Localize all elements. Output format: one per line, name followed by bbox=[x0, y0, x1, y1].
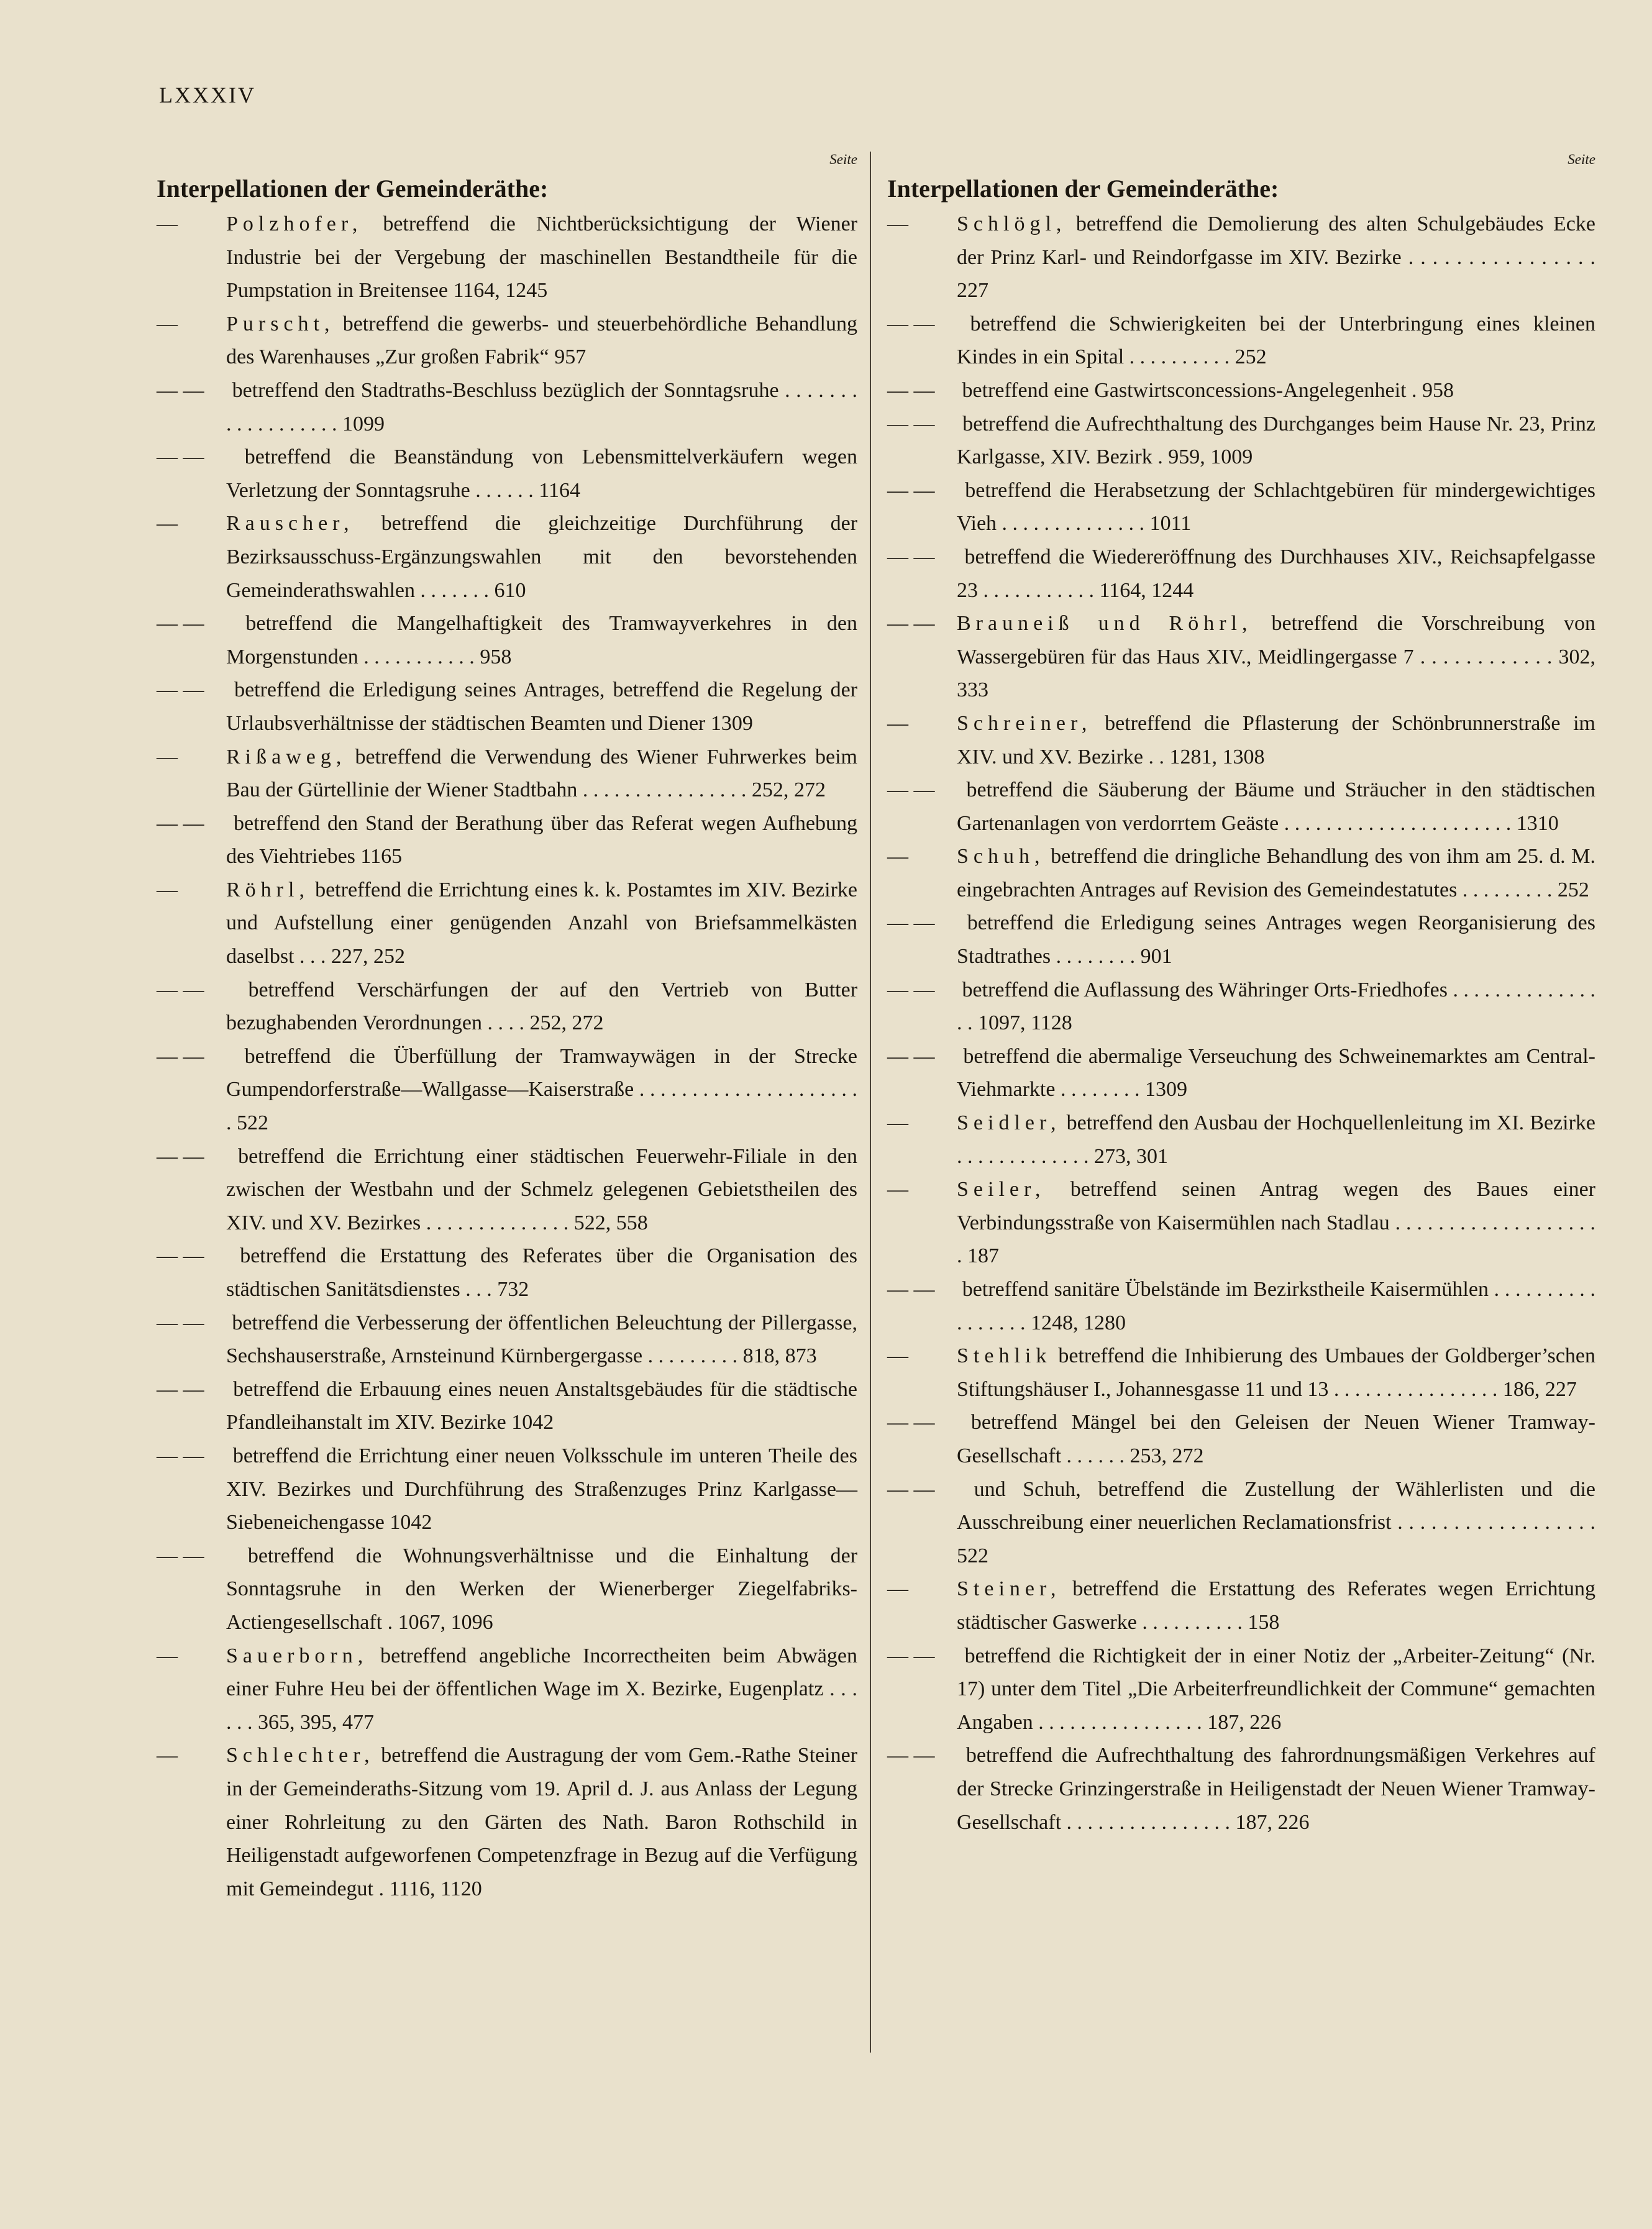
index-entry bbox=[157, 308, 857, 374]
entry-prefix: — bbox=[157, 312, 178, 335]
entry-page-ref: 957 bbox=[554, 345, 586, 369]
entry-text: betreffend die dringliche Behandlung des von ihm am 25. d. M. eingebrachten Antrages auf Revision des Gemeindestatutes . . . . . . . . . bbox=[957, 845, 1596, 901]
entry-text: betreffend die Verwendung des Wiener Fuhrwerkes beim Bau der Gürtellinie der Wiener Stadtbahn . . . . . . . . . . . . . . . . 252, bbox=[226, 745, 858, 802]
entry-prefix: — bbox=[887, 212, 908, 235]
entry-text: betreffend Mängel bei den Geleisen der Neuen Wiener Tramway-Gesellschaft . . . . . . 253, bbox=[957, 1411, 1596, 1467]
entry-name: Schuh, bbox=[957, 845, 1045, 868]
entries-list-right bbox=[887, 207, 1595, 1839]
entry-page-ref: 226 bbox=[1277, 1810, 1310, 1834]
entry-page-ref: 610 bbox=[494, 578, 526, 602]
entry-text: betreffend den Stand der Berathung über das Referat wegen Aufhebung des Viehtriebes bbox=[226, 811, 857, 868]
entry-text: betreffend seinen Antrag wegen des Baues einer Verbindungsstraße von Kaisermühlen nach Stadlau . . . . . . . . . . . . . . . . . . . . bbox=[957, 1178, 1595, 1268]
entry-page-ref: 227 bbox=[957, 279, 988, 303]
entry-prefix: — — bbox=[887, 1744, 935, 1767]
entry-page-ref: 272 bbox=[572, 1011, 604, 1035]
entry-name: Purscht, bbox=[226, 312, 335, 335]
entry-text: betreffend die Vorschreibung von Wassergebüren für das Haus XIV., Meidlingergasse 7 . . . . . . . . . . . . 302, bbox=[957, 612, 1596, 668]
column-divider bbox=[870, 152, 871, 2053]
entry-prefix: — bbox=[887, 1577, 908, 1601]
index-entry bbox=[887, 1639, 1595, 1739]
entry-text: betreffend die Austragung der vom Gem.-Rathe Steiner in der Gemeinderaths-Sitzung vom 19. April d. J. aus Anlass der Legung einer Rohrleitung zu den Gärten des Nath. Baron Rothschild in Heiligenstadt aufgeworfenen Competenzfrage in Bezug auf die Verfügung mit Gemeindegut . 1116, bbox=[226, 1744, 857, 1900]
entry-name: Brauneiß und Röhrl, bbox=[957, 612, 1253, 636]
entry-page-ref: 522 bbox=[957, 1544, 988, 1567]
section-heading-right: Interpellationen der Gemeinderäthe: bbox=[887, 175, 1279, 203]
entry-prefix: — — bbox=[887, 1411, 935, 1434]
index-entry bbox=[157, 507, 857, 607]
entry-prefix: — — bbox=[157, 378, 204, 402]
entry-name: Schreiner, bbox=[957, 711, 1092, 735]
entry-prefix: — bbox=[157, 1644, 178, 1667]
entry-prefix: — — bbox=[887, 378, 935, 402]
index-entry bbox=[887, 1339, 1595, 1406]
seite-label-right: Seite bbox=[1568, 152, 1595, 167]
entry-page-ref: 1309 bbox=[710, 711, 753, 735]
entry-page-ref: 477 bbox=[342, 1710, 374, 1734]
index-entry bbox=[887, 906, 1595, 973]
entry-text: betreffend die Überfüllung der Tramwaywägen in der Strecke Gumpendorferstraße—Wallgasse—Kaiserstraße . . . . . . . . . . . . . . . . . . . . . . bbox=[226, 1044, 858, 1135]
entry-text: betreffend die Erbauung eines neuen Anstaltsgebäudes für die städtische Pfandleihanstalt im XIV. Bezirke bbox=[226, 1377, 857, 1434]
entry-prefix: — — bbox=[157, 811, 204, 835]
entry-text: betreffend die Erledigung seines Antrages wegen Reorganisierung des Stadtrathes . . . . . . . . bbox=[957, 911, 1596, 969]
entry-text: betreffend Verschärfungen der auf den Vertrieb von Butter bezughabenden Verordnungen . . . . 252, bbox=[226, 978, 858, 1035]
entry-page-ref: 1244 bbox=[1151, 578, 1194, 602]
entry-prefix: — — bbox=[157, 445, 204, 469]
entry-page-ref: 1099 bbox=[342, 412, 385, 435]
entry-prefix: — bbox=[887, 1344, 908, 1368]
index-entry bbox=[157, 1439, 857, 1539]
entry-text: betreffend den Stadtraths-Beschluss bezüglich der Sonntagsruhe . . . . . . . . . . . . . . . . . . bbox=[226, 378, 858, 435]
entry-text: betreffend die Richtigkeit der in einer Notiz der „Arbeiter-Zeitung“ (Nr. 17) unter dem Titel „Die Arbeiterfreundlichkeit der Commune“ gemachten Angaben . . . . . . . . . . . . . . . . 187, bbox=[957, 1644, 1595, 1734]
index-entry bbox=[157, 1040, 857, 1140]
index-entry bbox=[887, 1106, 1595, 1173]
right-column bbox=[887, 148, 1595, 1839]
entry-page-ref: 958 bbox=[1422, 378, 1454, 402]
entry-name: Sauerborn, bbox=[226, 1644, 368, 1667]
index-entry bbox=[887, 1739, 1595, 1839]
index-entry bbox=[157, 1140, 857, 1240]
entry-prefix: — — bbox=[887, 1278, 935, 1301]
entry-prefix: — — bbox=[157, 1244, 204, 1268]
entry-page-ref: 333 bbox=[957, 678, 988, 702]
entry-page-ref: 873 bbox=[785, 1344, 817, 1368]
entry-page-ref: 522 bbox=[237, 1111, 268, 1135]
entry-name: Schlögl, bbox=[957, 212, 1067, 235]
entry-page-ref: 1011 bbox=[1149, 512, 1192, 536]
index-entry bbox=[157, 1639, 857, 1739]
entry-page-ref: 1128 bbox=[1031, 1011, 1072, 1035]
entry-text: betreffend die Nichtberücksichtigung der Wiener Industrie bei der Vergebung der maschinellen Bestandtheile für die Pumpstation in Breitensee 1164, bbox=[226, 212, 858, 303]
entry-text: betreffend die Schwierigkeiten bei der Unterbringung eines kleinen Kindes in ein Spital . . . . . . . . . . bbox=[957, 312, 1596, 369]
entry-page-ref: 732 bbox=[497, 1278, 529, 1301]
entry-prefix: — — bbox=[887, 1477, 935, 1501]
entry-page-ref: 1009 bbox=[1210, 445, 1253, 469]
entry-text: betreffend die abermalige Verseuchung des Schweinemarktes am Central-Viehmarkte . . . . . . . . bbox=[957, 1044, 1596, 1101]
entry-page-ref: 272 bbox=[793, 778, 826, 802]
entry-text: betreffend die Errichtung einer städtischen Feuerwehr-Filiale in den zwischen der Westbahn und der Schmelz gelegenen Gebietstheilen des XIV. und XV. Bezirkes . . . . . . . . . . . . . . 522, bbox=[226, 1144, 858, 1234]
entry-page-ref: 158 bbox=[1248, 1610, 1280, 1634]
entry-text: betreffend die Errichtung einer neuen Volksschule im unteren Theile des XIV. Bezirkes und Durchführung des Straßenzuges Prinz Karlgasse—Siebeneichengasse bbox=[226, 1444, 858, 1534]
entries-list-left bbox=[157, 207, 857, 1905]
index-entry bbox=[887, 474, 1595, 540]
entry-prefix: — bbox=[887, 845, 908, 868]
entry-prefix: — — bbox=[887, 412, 935, 435]
index-entry bbox=[887, 1273, 1595, 1339]
entry-text: betreffend die Mangelhaftigkeit des Tramwayverkehres in den Morgenstunden . . . . . . . . . . . bbox=[226, 612, 858, 668]
entry-name: Seiler, bbox=[957, 1178, 1046, 1201]
index-entry bbox=[157, 1239, 857, 1306]
index-entry bbox=[157, 207, 857, 308]
entry-text: betreffend sanitäre Übelstände im Bezirkstheile Kaisermühlen . . . . . . . . . . . . . . . . . 1248, bbox=[957, 1278, 1596, 1334]
index-entry bbox=[157, 973, 857, 1040]
index-entry bbox=[157, 1539, 857, 1639]
index-entry bbox=[887, 374, 1595, 408]
entry-name: Schlechter, bbox=[226, 1744, 375, 1767]
entry-prefix: — — bbox=[887, 978, 935, 1001]
entry-text: betreffend die Demolierung des alten Schulgebäudes Ecke der Prinz Karl- und Reindorfgasse im XIV. Bezirke . . . . . . . . . . . . . . . . bbox=[957, 212, 1595, 269]
entry-page-ref: 958 bbox=[480, 645, 512, 668]
index-entry bbox=[157, 374, 857, 440]
index-entry bbox=[157, 607, 857, 673]
entry-page-ref: 252 bbox=[1234, 345, 1267, 369]
entry-page-ref: 901 bbox=[1140, 945, 1172, 969]
entry-prefix: — — bbox=[157, 1044, 204, 1068]
entry-text: betreffend eine Gastwirtsconcessions-Angelegenheit . bbox=[962, 378, 1417, 402]
index-entry bbox=[157, 873, 857, 973]
entry-prefix: — bbox=[157, 1744, 178, 1767]
entry-name: Röhrl, bbox=[226, 878, 309, 901]
entry-text: betreffend die Wiedereröffnung des Durchhauses XIV., Reichsapfelgasse 23 . . . . . . . . . . . 1164, bbox=[957, 545, 1596, 602]
entry-page-ref: 226 bbox=[1249, 1710, 1282, 1734]
entry-page-ref: 1308 bbox=[1222, 745, 1265, 768]
entry-prefix: — — bbox=[157, 678, 204, 702]
entry-text: betreffend die Inhibierung des Umbaues der Goldberger’schen Stiftungshäuser I., Johannesgasse 11 und 13 . . . . . . . . . . . . . . . . 186, bbox=[957, 1344, 1596, 1401]
entry-text: betreffend die Errichtung eines k. k. Postamtes im XIV. Bezirke und Aufstellung einer genügenden Anzahl von Briefsammelkästen daselbst . . . 227, bbox=[226, 878, 858, 969]
entry-prefix: — — bbox=[157, 1544, 204, 1567]
entry-page-ref: 252 bbox=[373, 945, 406, 969]
entry-text: betreffend die Aufrechthaltung des fahrordnungsmäßigen Verkehres auf der Strecke Grinzingerstraße in Heiligenstadt der Neuen Wiener Tramway-Gesellschaft . . . . . . . . . . . . . . . . 187, bbox=[957, 1744, 1596, 1834]
index-entry bbox=[157, 673, 857, 740]
entry-prefix: — bbox=[157, 212, 178, 235]
entry-text: betreffend die Aufrechthaltung des Durchganges beim Hause Nr. 23, Prinz Karlgasse, XIV. Bezirk . 959, bbox=[957, 412, 1595, 469]
entry-name: Rauscher, bbox=[226, 512, 354, 536]
entry-prefix: — — bbox=[887, 911, 935, 935]
entry-page-ref: 301 bbox=[1136, 1144, 1168, 1168]
section-heading-left: Interpellationen der Gemeinderäthe: bbox=[157, 175, 549, 203]
index-entry bbox=[887, 207, 1595, 308]
entry-page-ref: 1042 bbox=[511, 1411, 554, 1434]
entry-page-ref: 1309 bbox=[1144, 1078, 1187, 1101]
entry-prefix: — — bbox=[887, 478, 935, 502]
index-entry bbox=[157, 1373, 857, 1439]
entry-text: betreffend die Verbesserung der öffentlichen Beleuchtung der Pillergasse, Sechshauserstraße, Arnsteinund Kürnbergergasse . . . . . . . . . 818, bbox=[226, 1311, 857, 1368]
entry-prefix: — — bbox=[157, 1311, 204, 1334]
entry-text: betreffend die Erstattung des Referates über die Organisation des städtischen Sanitätsdienstes . . . bbox=[226, 1244, 857, 1301]
entry-page-ref: 1245 bbox=[505, 279, 548, 303]
entry-text: betreffend die gleichzeitige Durchführung der Bezirksausschuss-Ergänzungswahlen mit den bevorstehenden Gemeinderathswahlen . . . . . . . bbox=[226, 512, 858, 602]
entry-page-ref: 1164 bbox=[539, 478, 581, 502]
entry-prefix: — — bbox=[887, 1044, 935, 1068]
entry-text: betreffend die Pflasterung der Schönbrunnerstraße im XIV. und XV. Bezirke . . 1281, bbox=[957, 711, 1595, 768]
index-entry bbox=[887, 840, 1595, 906]
left-column bbox=[157, 148, 857, 1905]
entry-text: und Schuh, betreffend die Zustellung der Wählerlisten und die Ausschreibung einer neuerlichen Reclamationsfrist . . . . . . . . . . . . . . . . . . bbox=[957, 1477, 1596, 1534]
index-entry bbox=[887, 707, 1595, 773]
entry-page-ref: 1165 bbox=[360, 845, 403, 868]
entry-name: Rißaweg, bbox=[226, 745, 347, 768]
index-entry bbox=[887, 973, 1595, 1040]
entry-prefix: — — bbox=[887, 1644, 935, 1667]
index-entry bbox=[157, 741, 857, 807]
entry-prefix: — bbox=[157, 878, 178, 901]
entry-prefix: — — bbox=[157, 978, 204, 1001]
entry-page-ref: 1310 bbox=[1516, 811, 1559, 835]
index-entry bbox=[887, 408, 1595, 474]
entry-prefix: — — bbox=[157, 1144, 204, 1168]
entry-page-ref: 187 bbox=[967, 1244, 999, 1268]
entry-page-ref: 1042 bbox=[390, 1511, 432, 1534]
entry-page-ref: 252 bbox=[1557, 878, 1589, 901]
index-entry bbox=[887, 308, 1595, 374]
index-entry bbox=[157, 1739, 857, 1905]
entry-text: betreffend die Erstattung des Referates wegen Errichtung städtischer Gaswerke . . . . . . . . . . bbox=[957, 1577, 1596, 1634]
entry-text: betreffend die Erledigung seines Antrages, betreffend die Regelung der Urlaubsverhältnisse der städtischen Beamten und Diener bbox=[226, 678, 857, 735]
index-entry bbox=[157, 440, 857, 507]
entry-prefix: — — bbox=[157, 612, 204, 636]
entry-text: betreffend die Wohnungsverhältnisse und die Einhaltung der Sonntagsruhe in den Werken der Wienerberger Ziegelfabriks-Actiengesellschaft . 1067, bbox=[226, 1544, 858, 1634]
entry-prefix: — bbox=[887, 711, 908, 735]
entry-text: betreffend die Herabsetzung der Schlachtgebüren für mindergewichtiges Vieh . . . . . . . . . . . . . . bbox=[957, 478, 1595, 536]
entry-prefix: — — bbox=[887, 545, 935, 568]
entry-page-ref: 1096 bbox=[450, 1610, 493, 1634]
page-number: LXXXIV bbox=[159, 83, 256, 107]
entry-text: betreffend die Auflassung des Währinger Orts-Friedhofes . . . . . . . . . . . . . . . . 1097, bbox=[957, 978, 1596, 1035]
entry-prefix: — bbox=[157, 745, 178, 768]
entry-text: betreffend angebliche Incorrectheiten beim Abwägen einer Fuhre Heu bei der öffentlichen Wage im X. Bezirke, Eugenplatz . . . . . . 365, 395, bbox=[226, 1644, 858, 1734]
index-entry bbox=[157, 1306, 857, 1373]
entry-page-ref: 272 bbox=[1172, 1444, 1204, 1467]
entry-page-ref: 1280 bbox=[1084, 1311, 1126, 1334]
entry-prefix: — — bbox=[887, 778, 935, 802]
entry-prefix: — — bbox=[157, 1444, 204, 1467]
index-entry bbox=[887, 607, 1595, 707]
index-entry bbox=[887, 540, 1595, 607]
entry-prefix: — — bbox=[157, 1377, 204, 1401]
entry-name: Seidler, bbox=[957, 1111, 1061, 1135]
entry-name: Polzhofer, bbox=[226, 212, 363, 235]
index-entry bbox=[887, 773, 1595, 840]
entry-prefix: — bbox=[157, 512, 178, 536]
entry-prefix: — — bbox=[887, 312, 935, 335]
entry-text: betreffend die gewerbs- und steuerbehördliche Behandlung des Warenhauses „Zur großen Fabrik“ bbox=[226, 312, 857, 369]
index-entry bbox=[157, 807, 857, 873]
index-entry bbox=[887, 1473, 1595, 1573]
index-entry bbox=[887, 1406, 1595, 1472]
entry-page-ref: 558 bbox=[616, 1211, 648, 1234]
entry-prefix: — bbox=[887, 1178, 908, 1201]
entry-page-ref: 1120 bbox=[440, 1877, 482, 1900]
index-entry bbox=[887, 1173, 1595, 1273]
entry-name: Stehlik bbox=[957, 1344, 1052, 1368]
entry-prefix: — bbox=[887, 1111, 908, 1135]
entry-prefix: — — bbox=[887, 612, 935, 636]
index-entry bbox=[887, 1040, 1595, 1106]
entry-page-ref: 227 bbox=[1545, 1377, 1577, 1401]
index-entry bbox=[887, 1572, 1595, 1639]
entry-text: betreffend den Ausbau der Hochquellenleitung im XI. Bezirke . . . . . . . . . . . . . 273, bbox=[957, 1111, 1595, 1168]
entry-text: betreffend die Säuberung der Bäume und Sträucher in den städtischen Gartenanlagen von verdorrtem Geäste . . . . . . . . . . . . . . . . . . . . . . bbox=[957, 778, 1595, 835]
entry-text: betreffend die Beanständung von Lebensmittelverkäufern wegen Verletzung der Sonntagsruhe . . . . . . bbox=[226, 445, 858, 502]
entry-name: Steiner, bbox=[957, 1577, 1061, 1601]
seite-label-left: Seite bbox=[829, 152, 857, 167]
